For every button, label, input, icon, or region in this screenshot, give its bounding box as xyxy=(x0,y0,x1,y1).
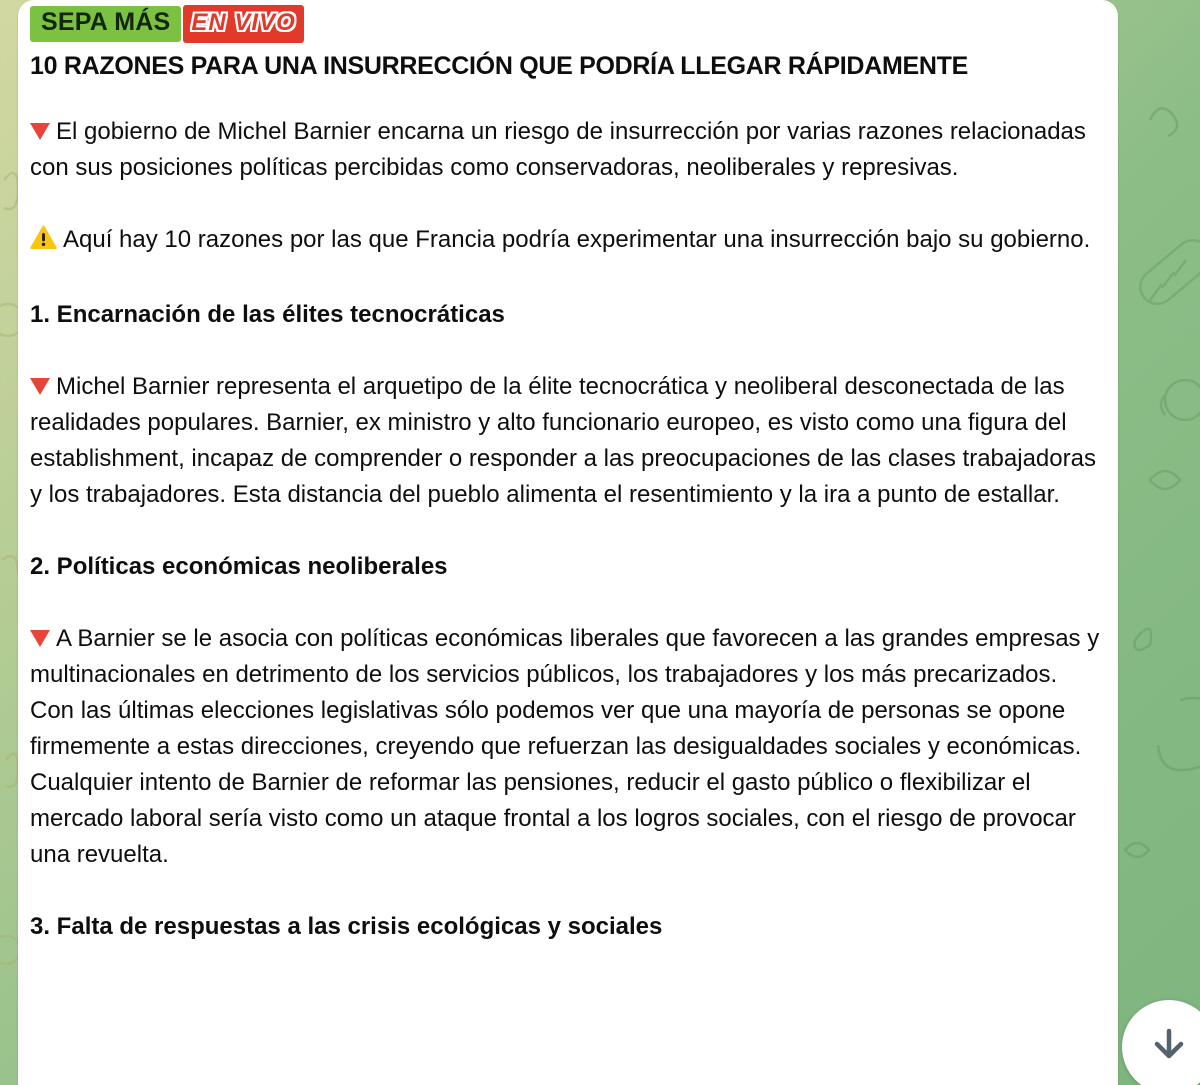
en-vivo-badge: EN VIVO xyxy=(183,5,303,43)
sepa-mas-badge: SEPA MÁS xyxy=(30,6,181,42)
paragraph-text: A Barnier se le asocia con políticas económicas liberales que favorecen a las grandes empresas y multinacionales en detrimento de los servicios públicos, los trabajadores y los más precarizados. Con las últimas elecciones legislativas sólo podemos ver que una mayoría de personas se opone firmemente a estas direcciones, creyendo que refuerzan las desigualdades sociales y económicas. Cualquier intento de Barnier de reformar las pensiones, reducir el gasto público o flexibilizar el mercado laboral sería visto como un ataque frontal a los logros sociales, con el riesgo de provocar una revuelta. xyxy=(30,625,1100,868)
warning-icon xyxy=(30,225,57,261)
red-triangle-down-icon xyxy=(30,630,50,647)
message-paragraph xyxy=(30,621,1104,873)
message-paragraph xyxy=(30,114,1104,186)
message-paragraph xyxy=(30,369,1104,513)
live-badges xyxy=(30,4,1104,44)
message-title: 10 RAZONES PARA UNA INSURRECCIÓN QUE PODRÍA LLEGAR RÁPIDAMENTE xyxy=(30,52,968,80)
message-bubble xyxy=(18,0,1118,1085)
section-heading-1: 1. Encarnación de las élites tecnocráticas xyxy=(30,301,505,328)
arrow-down-icon xyxy=(1145,1021,1193,1074)
paragraph-text: El gobierno de Michel Barnier encarna un riesgo de insurrección por varias razones relacionadas con sus posiciones políticas percibidas como conservadoras, neoliberales y represivas. xyxy=(30,118,1086,181)
paragraph-text: Aquí hay 10 razones por las que Francia podría experimentar una insurrección bajo su gobierno. xyxy=(63,226,1091,253)
message-paragraph xyxy=(30,222,1104,261)
scroll-to-bottom-button[interactable] xyxy=(1122,1000,1200,1085)
paragraph-text: Michel Barnier representa el arquetipo de la élite tecnocrática y neoliberal desconectada de las realidades populares. Barnier, ex ministro y alto funcionario europeo, es visto como una figura del establishment, incapaz de comprender o responder a las preocupaciones de las clases trabajadoras y los trabajadores. Esta distancia del pueblo alimenta el resentimiento y la ira a punto de estallar. xyxy=(30,373,1096,508)
section-heading-2: 2. Políticas económicas neoliberales xyxy=(30,553,448,580)
red-triangle-down-icon xyxy=(30,378,50,395)
red-triangle-down-icon xyxy=(30,123,50,140)
section-heading-3: 3. Falta de respuestas a las crisis ecológicas y sociales xyxy=(30,913,663,940)
